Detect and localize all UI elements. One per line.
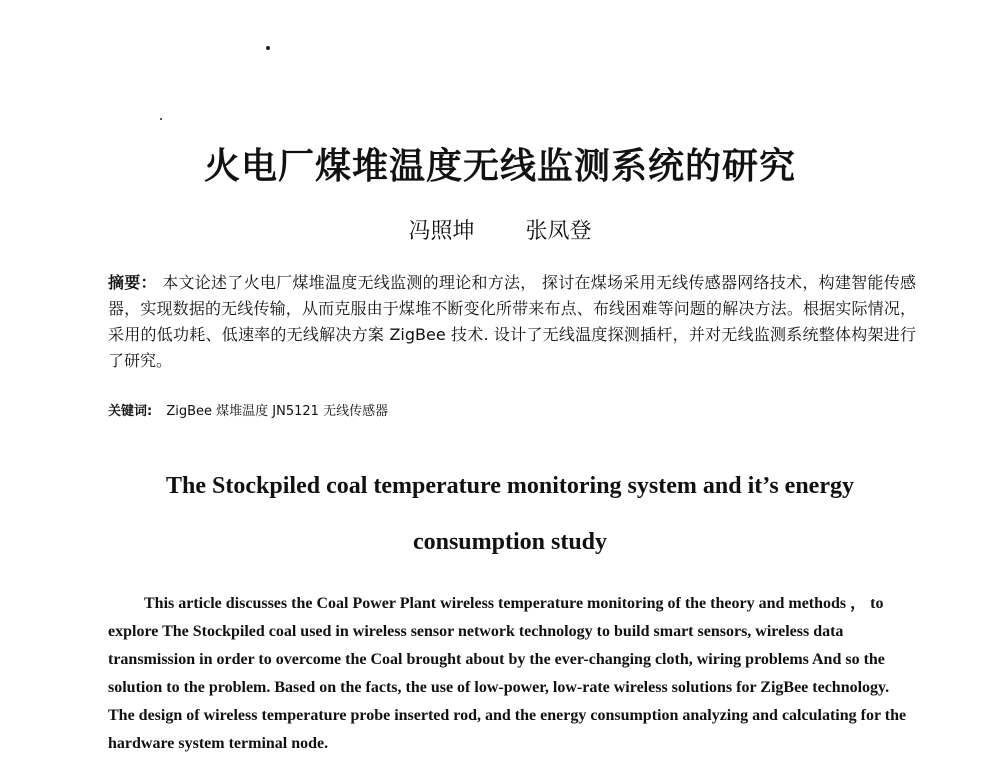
scan-speck [160, 118, 162, 120]
abstract-cn-text: 本文论述了火电厂煤堆温度无线监测的理论和方法， 探讨在煤场采用无线传感器网络技术，构建智能传感器，实现数据的无线传输，从而克服由于煤堆不断变化所带来布点、布线困难等问题的解决方法。根据实际情况，采用的低功耗、低速率的无线解决方案 ZigBee 技术. 设计了无线温度探测插杆，并对无线监测系统整体构架进行了研究。 [108, 273, 916, 370]
author-list [0, 214, 1000, 245]
keywords-cn-label: 关键词: [108, 404, 153, 419]
paper-title-en-line: The Stockpiled coal temperature monitoring system and it’s energy [166, 473, 854, 499]
paper-title-en [100, 458, 920, 570]
author-name: 冯照坤 [408, 219, 475, 244]
keywords-cn [108, 400, 388, 419]
abstract-cn [108, 270, 916, 374]
author-name: 张凤登 [525, 219, 592, 244]
paper-title-cn: 火电厂煤堆温度无线监测系统的研究 [203, 146, 796, 187]
scan-speck [266, 46, 270, 50]
abstract-cn-label: 摘要： [108, 273, 157, 292]
abstract-en: This article discusses the Coal Power Plant wireless temperature monitoring of the theory and methods ， to explore The Stockpiled coal used in wireless sensor network technology to build smart sensors, wireless data transmission in order to overcome the Coal brought about by the ever-changing cloth, wiring problems And so the solution to the problem. Based on the facts, the use of low-power, low-rate wireless solutions for ZigBee technology. The design of wireless temperature probe inserted rod, and the energy consumption analyzing and calculating for the hardware system terminal node. [108, 595, 907, 752]
keywords-cn-text: ZigBee 煤堆温度 JN5121 无线传感器 [166, 404, 389, 419]
paper-title-en-line: consumption study [412, 529, 608, 555]
